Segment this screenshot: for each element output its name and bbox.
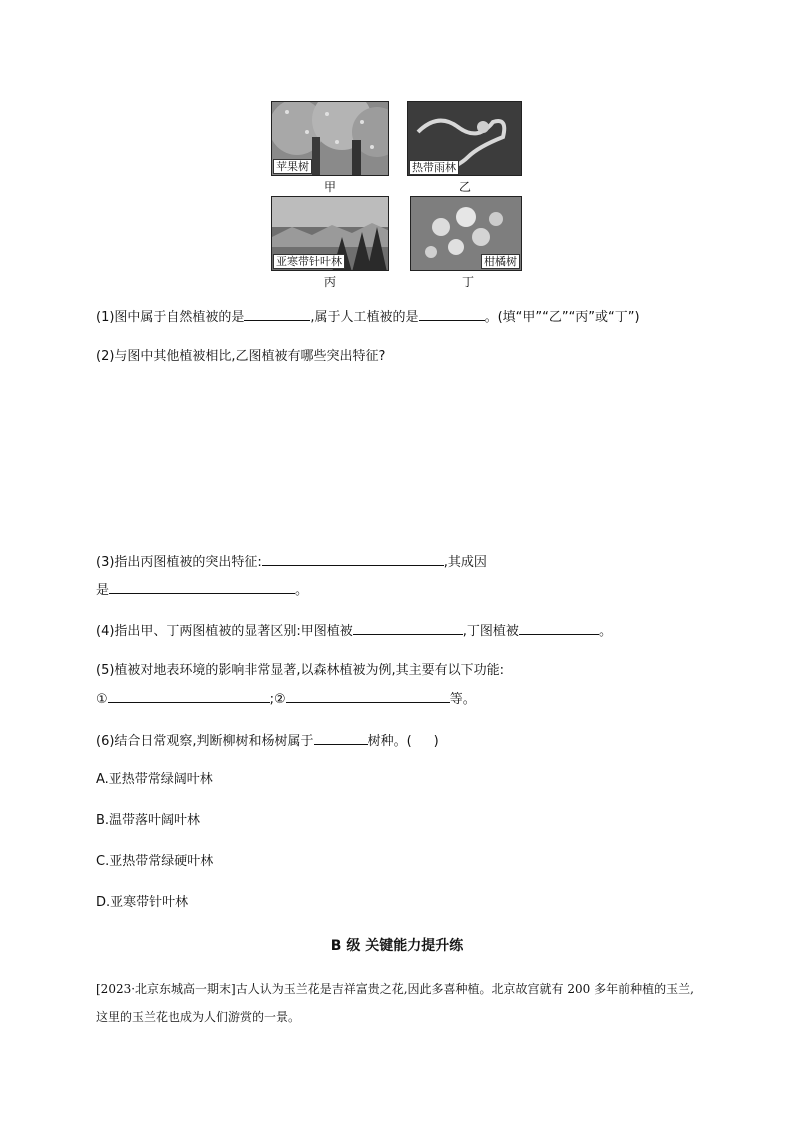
- question-6: (6)结合日常观察,判断柳树和杨树属于 树种。( ): [96, 731, 439, 751]
- photo-apple-tree: [271, 101, 389, 176]
- answer-blank-natural[interactable]: [244, 307, 310, 321]
- option-d[interactable]: D.亚寒带针叶林: [96, 895, 189, 910]
- section-heading: B 级 关键能力提升练: [330, 938, 464, 954]
- question-2: (2)与图中其他植被相比,乙图植被有哪些突出特征?: [96, 349, 386, 364]
- answer-blank-feature[interactable]: [262, 552, 444, 566]
- caption-apple-tree: 苹果树: [273, 159, 312, 174]
- photo-rainforest: [407, 101, 522, 176]
- photo-citrus: [410, 196, 522, 271]
- question-4: (4)指出甲、丁两图植被的显著区别:甲图植被 ,丁图植被 。: [96, 621, 612, 641]
- answer-blank-artificial[interactable]: [419, 307, 485, 321]
- option-c[interactable]: C.亚热带常绿硬叶林: [96, 854, 214, 869]
- question-3-cont: 是 。: [96, 580, 308, 600]
- tag-ding: 丁: [462, 275, 475, 289]
- question-1: (1)图中属于自然植被的是 ,属于人工植被的是 。(填“甲”“乙”“丙”或“丁”): [96, 307, 640, 327]
- tag-bing: 丙: [324, 275, 337, 289]
- option-a[interactable]: A.亚热带常绿阔叶林: [96, 772, 213, 787]
- tag-jia: 甲: [324, 180, 337, 194]
- answer-blank-ding[interactable]: [519, 621, 599, 635]
- caption-taiga: 亚寒带针叶林: [273, 254, 345, 269]
- option-b[interactable]: B.温带落叶阔叶林: [96, 813, 201, 828]
- answer-blank-function-1[interactable]: [108, 689, 270, 703]
- caption-rainforest: 热带雨林: [409, 160, 459, 175]
- source-passage: [2023·北京东城高一期末]古人认为玉兰花是吉祥富贵之花,因此多喜种植。北京故宫就有 200 多年前种植的玉兰,这里的玉兰花也成为人们游赏的一景。: [96, 982, 694, 1024]
- question-3: (3)指出丙图植被的突出特征: ,其成因: [96, 552, 487, 572]
- answer-blank-cause[interactable]: [109, 580, 295, 594]
- photo-taiga: [271, 196, 389, 271]
- caption-citrus: 柑橘树: [481, 254, 520, 269]
- answer-blank-tree-type[interactable]: [314, 731, 368, 745]
- answer-blank-function-2[interactable]: [286, 689, 450, 703]
- answer-blank-jia[interactable]: [353, 621, 463, 635]
- question-5-answers: ① ;② 等。: [96, 689, 476, 709]
- question-5: (5)植被对地表环境的影响非常显著,以森林植被为例,其主要有以下功能:: [96, 663, 505, 678]
- tag-yi: 乙: [459, 180, 472, 194]
